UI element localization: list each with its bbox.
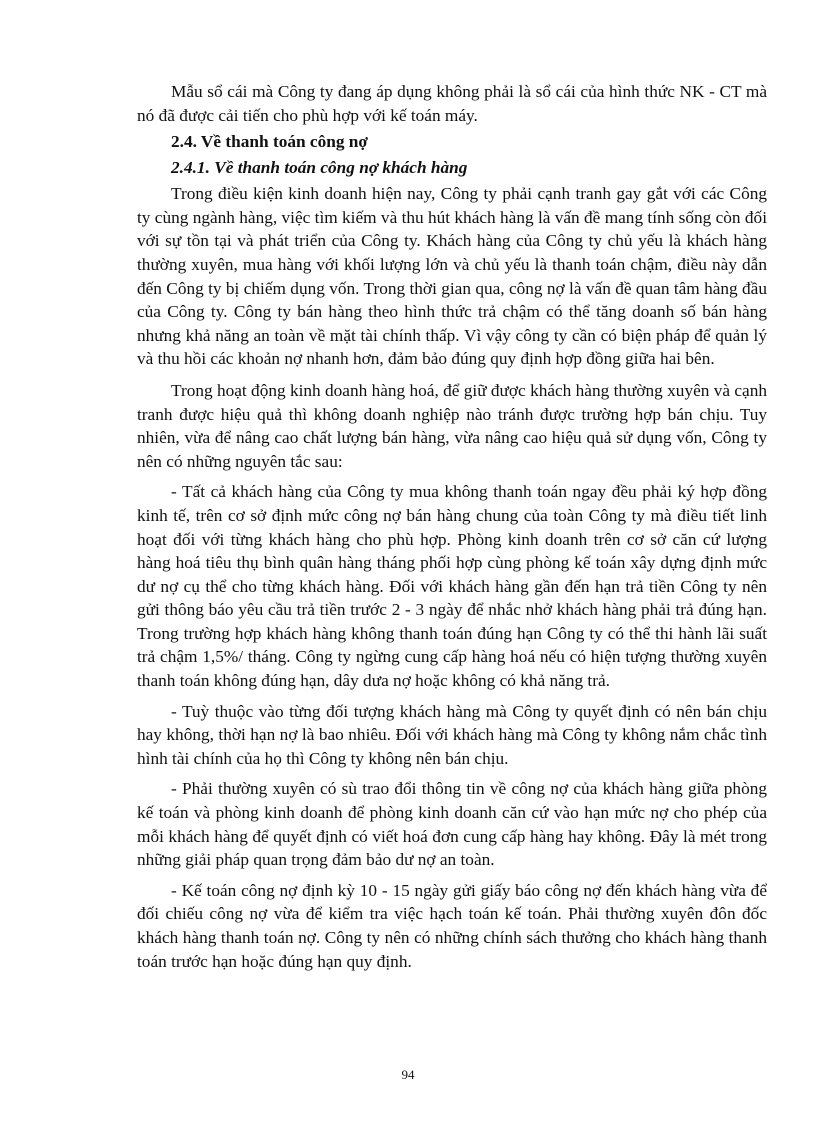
paragraph-business-conditions: Trong điều kiện kinh doanh hiện nay, Công ty phải cạnh tranh gay gắt với các Công ty cùng ngành hàng, việc tìm kiếm và thu hút khách hàng là vấn đề mang tính sống còn đối với sự tồn tại và phát triển của Công ty. Khách hàng của Công ty chủ yếu là khách hàng thường xuyên, mua hàng với khối lượng lớn và chủ yếu là thanh toán chậm, điều này dẫn đến Công ty bị chiếm dụng vốn. Trong thời gian qua, công nợ là vấn đề quan tâm hàng đầu của Công ty. Công ty bán hàng theo hình thức trả chậm có thể tăng doanh số bán hàng nhưng khả năng an toàn về mặt tài chính thấp. Vì vậy công ty cần có biện pháp để quản lý và thu hồi các khoản nợ nhanh hơn, đảm bảo đúng quy định hợp đồng giữa hai bên. (137, 184, 767, 369)
paragraph-credit-sales: Trong hoạt động kinh doanh hàng hoá, để giữ được khách hàng thường xuyên và cạnh tranh được hiệu quả thì không doanh nghiệp nào tránh được trường hợp bán chịu. Tuy nhiên, vừa để nâng cao chất lượng bán hàng, vừa nâng cao hiệu quả sử dụng vốn, Công ty nên có những nguyên tắc sau: (137, 380, 767, 471)
page-number: 94 (401, 1067, 415, 1082)
bullet-debt-reconciliation: - Kế toán công nợ định kỳ 10 - 15 ngày gửi giấy báo công nợ đến khách hàng vừa để đối chiếu công nợ vừa để kiểm tra việc hạch toán kế toán. Phải thường xuyên đôn đốc khách hàng thanh toán nợ. Công ty nên có những chính sách thưởng cho khách hàng thanh toán trước hạn hoặc đúng hạn quy định. (137, 880, 767, 971)
page-body (137, 80, 767, 973)
bullet-information-exchange: - Phải thường xuyên có sù trao đổi thông tin về công nợ của khách hàng giữa phòng kế toán và phòng kinh doanh để phòng kinh doanh căn cứ vào hạn mức nợ cho phép của mỗi khách hàng để quyết định có viết hoá đơn cung cấp hàng hay không. Đây là mét trong những giải pháp quan trọng đảm bảo dư nợ an toàn. (137, 779, 767, 870)
bullet-economic-contract: - Tất cả khách hàng của Công ty mua không thanh toán ngay đều phải ký hợp đồng kinh tế, trên cơ sở định mức công nợ bán hàng chung của toàn Công ty mà điều tiết linh hoạt đối với từng khách hàng cho phù hợp. Phòng kinh doanh trên cơ sở căn cứ lượng hàng hoá tiêu thụ bình quân hàng tháng phối hợp cùng phòng kế toán xây dựng định mức dư nợ cụ thể cho từng khách hàng. Đối với khách hàng gần đến hạn trả tiền Công ty nên gửi thông báo yêu cầu trả tiền trước 2 - 3 ngày để nhắc nhở khách hàng phải trả đúng hạn. Trong trường hợp khách hàng không thanh toán đúng hạn Công ty có thể thi hành lãi suất trả chậm 1,5%/ tháng. Công ty ngừng cung cấp hàng hoá nếu có hiện tượng thường xuyên thanh toán không đúng hạn, dây dưa nợ hoặc không có khả năng trả. (137, 482, 767, 691)
bullet-customer-assessment: - Tuỳ thuộc vào từng đối tượng khách hàng mà Công ty quyết định có nên bán chịu hay không, thời hạn nợ là bao nhiêu. Đối với khách hàng mà Công ty không nắm chắc tình hình tài chính của họ thì Công ty không nên bán chịu. (137, 701, 767, 768)
paragraph-ledger-form: Mẫu sổ cái mà Công ty đang áp dụng không phải là sổ cái của hình thức NK - CT mà nó đã được cải tiến cho phù hợp với kế toán máy. (137, 82, 767, 125)
section-heading: 2.4. Về thanh toán công nợ (171, 132, 368, 152)
subsection-heading: 2.4.1. Về thanh toán công nợ khách hàng (171, 158, 468, 178)
